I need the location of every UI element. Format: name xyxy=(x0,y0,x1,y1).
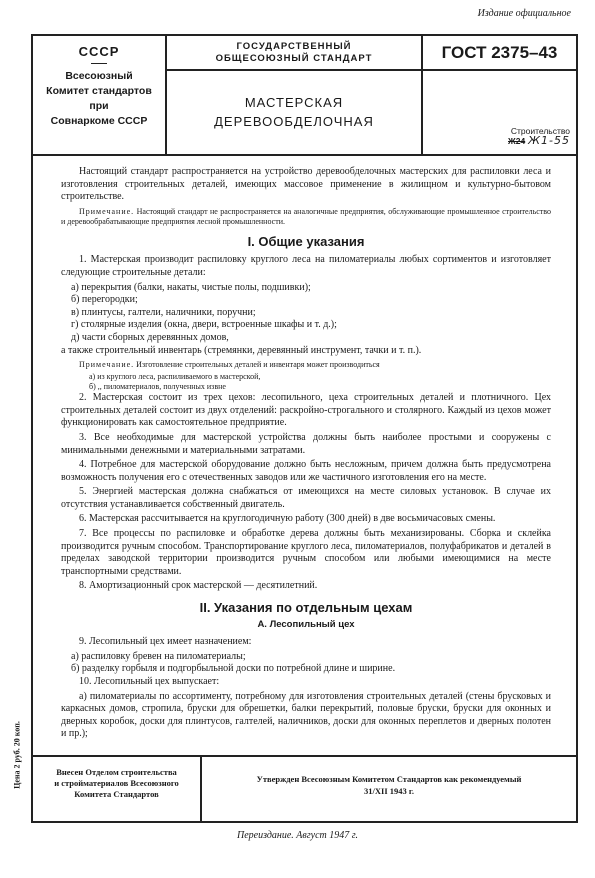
note-list-item: а) из круглого леса, распиливаемого в мастерской, xyxy=(89,372,261,382)
intro-note xyxy=(61,207,551,227)
list-item: б) перегородки; xyxy=(71,294,138,306)
group-handwritten-code: Ж1-55 xyxy=(528,134,570,147)
footer-approved-by xyxy=(202,757,576,821)
section-2-title: II. Указания по отдельным цехам xyxy=(199,600,413,616)
header-right-column xyxy=(423,36,576,154)
section-1-note-text: Изготовление строительных деталей и инвентаря может производиться xyxy=(134,360,380,370)
price-text: Цена 2 руб. 20 коп. xyxy=(12,721,22,789)
group-label: Строительство xyxy=(510,126,570,136)
paragraph-10: 10. Лесопильный цех выпускает: xyxy=(79,676,220,687)
group-code-line xyxy=(508,136,570,146)
list-item: а) перекрытия (балки, накаты, чистые полы, подшивки); xyxy=(71,281,311,293)
paragraph-1: 1. Мастерская производит распиловку круглого леса на пиломатериалы любых сортиментов и изготовляет следующие строительные детали: xyxy=(61,254,551,278)
gost-number: ГОСТ 2375–43 xyxy=(423,36,576,71)
paragraph-1-tail: а также строительный инвентарь (стремянки, деревянный инструмент, тачки и т. п.). xyxy=(61,344,422,356)
section-1-note-label: Примечание. xyxy=(79,360,135,370)
document-title xyxy=(167,93,421,131)
committee-line-4: Совнаркоме СССР xyxy=(50,115,148,127)
footer-right-line-2: 31/XII 1943 г. xyxy=(364,786,414,796)
paragraph-5: 5. Энергией мастерская должна снабжаться от имеющихся на месте силовых установок. В случае их отсутствия устанавливается собственный двигатель. xyxy=(61,486,551,510)
intro-paragraph: Настоящий стандарт распространяется на устройство деревообделочных мастерских для распиловки леса и изготовления строительных деталей, имеющих массовое применение в жилищном и культурно-бытовом строительстве. xyxy=(61,166,551,203)
document-header xyxy=(33,36,576,156)
paragraph-6: 6. Мастерская рассчитывается на круглогодичную работу (300 дней) в две восьмичасовых смены. xyxy=(79,513,496,525)
standard-type-line-2: ОБЩЕСОЮЗНЫЙ СТАНДАРТ xyxy=(215,53,373,64)
footer-right-line-1: Утвержден Всесоюзным Комитетом Стандартов как рекомендуемый xyxy=(256,774,522,784)
footer-left-line-3: Комитета Стандартов xyxy=(74,789,159,799)
section-1-note xyxy=(61,360,551,370)
document-frame xyxy=(31,34,578,823)
country-label: СССР xyxy=(78,44,120,59)
footer-submitted-by xyxy=(33,757,202,821)
title-line-1: МАСТЕРСКАЯ xyxy=(244,95,344,110)
list-item: д) части сборных деревянных домов, xyxy=(71,331,229,343)
group-code: Ж24 xyxy=(508,136,526,146)
footer-left-line-1: Внесен Отделом строительства xyxy=(56,767,177,777)
header-middle-column xyxy=(167,36,423,154)
list-item: а) распиловку бревен на пиломатериалы; xyxy=(71,650,246,662)
committee-line-2: Комитет стандартов xyxy=(46,85,152,97)
committee-line-3: при xyxy=(89,100,109,112)
document-footer xyxy=(33,755,576,821)
list-item: б) разделку горбыля и подгорбыльной доски по потребной длине и ширине. xyxy=(71,663,396,675)
note-list-item: б) ,, пиломатериалов, полученных извне xyxy=(89,382,226,392)
price-label xyxy=(4,690,30,820)
paragraph-3: 3. Все необходимые для мастерской устройства должны быть наиболее простыми и сооружены с минимальными денежными и материальными затратами. xyxy=(61,431,551,456)
section-1-title: I. Общие указания xyxy=(247,233,365,249)
paragraph-7: 7. Все процессы по распиловке и обработке дерева должны быть механизированы. Сборка и склейка производится ручным способом. Транспортирование круглого леса, пиломатериалов, полуфабрикатов и деталей в пределах заводской территории производится ручным способом или любыми имеющимися на месте транспортными средствами. xyxy=(61,528,551,577)
intro-note-label: Примечание. xyxy=(79,206,135,216)
section-2-subtitle: А. Лесопильный цех xyxy=(257,618,355,630)
paragraph-9: 9. Лесопильный цех имеет назначением: xyxy=(79,636,252,648)
paragraph-4: 4. Потребное для мастерской оборудование должно быть несложным, причем должна быть предусмотрена возможность получения его с отечественных заводов или же частичного изготовления его на месте. xyxy=(61,459,551,483)
list-item: г) столярные изделия (окна, двери, встроенные шкафы и т. д.); xyxy=(71,319,337,331)
list-item: в) плинтусы, галтели, наличники, поручни; xyxy=(71,306,256,318)
paragraph-10a: а) пиломатериалы по ассортименту, потребному для изготовления строительных деталей (стены брусковых и каркасных домов, стропила, бруски для обрешетки, балки перекрытий, половые бруски, бруски для оконных и дверных коробок, доски для плинтусов, галтелей, наличников, доски для оконных переплетов и дверных полотен и пр.); xyxy=(61,690,551,740)
standard-type xyxy=(167,36,421,71)
paragraph-2: 2. Мастерская состоит из трех цехов: лесопильного, цеха строительных деталей и плотничного. Цех строительных деталей состоит из двух отделений: раскройно-строгального и столярного. Каждый из цехов может функционировать как самостоятельное предприятие. xyxy=(61,392,551,429)
footer-left-line-2: и стройматериалов Всесоюзного xyxy=(54,778,179,788)
group-classification xyxy=(508,126,570,146)
document-body xyxy=(61,166,551,743)
paragraph-8: 8. Амортизационный срок мастерской — десятилетний. xyxy=(79,580,318,592)
reprint-note: Переиздание. Август 1947 г. xyxy=(236,830,359,841)
committee-line-1: Всесоюзный xyxy=(65,70,133,82)
standard-type-line-1: ГОСУДАРСТВЕННЫЙ xyxy=(236,41,352,52)
intro-note-text: Настоящий стандарт не распространяется на аналогичные предприятия, обслуживающие промышленное строительство и деревообрабатывающие предприятия лесной промышленности. xyxy=(61,206,551,226)
header-left-column xyxy=(33,36,167,154)
title-line-2: ДЕРЕВООБДЕЛОЧНАЯ xyxy=(214,114,374,129)
edition-label: Издание официальное xyxy=(477,8,571,19)
header-divider xyxy=(91,63,107,64)
